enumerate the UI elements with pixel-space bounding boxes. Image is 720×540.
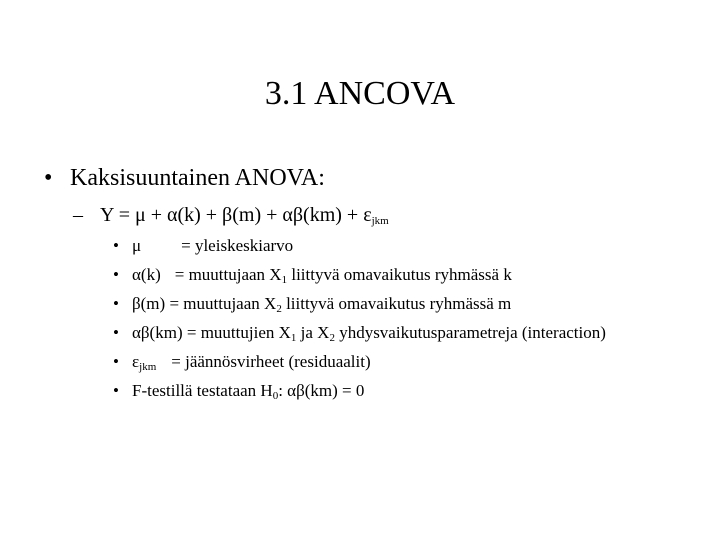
slide-title: 3.1 ANCOVA [264,75,456,112]
bullet-marker: • [113,236,119,255]
item-text: = jäännösvirheet (residuaalit) [171,352,371,371]
item-text: yhdysvaikutusparametreja (interaction) [334,323,606,342]
item-epsilon [113,351,371,378]
item-subscript: 2 [329,332,335,344]
bullet-text: Kaksisuuntainen ANOVA: [70,165,325,191]
item-text: = yleiskeskiarvo [181,236,294,255]
item-text: ja X [296,323,330,342]
item-subscript: 1 [281,274,288,286]
item-text: = muuttujaan X [174,265,282,284]
bullet-marker: • [113,294,119,313]
bullet-marker: • [113,323,119,342]
item-text: liittyvä omavaikutus ryhmässä k [287,265,512,284]
item-text: liittyvä omavaikutus ryhmässä m [281,294,512,313]
bullet-marker: • [113,381,119,400]
item-symbol-subscript: jkm [139,361,157,373]
bullet-marker: • [44,165,53,191]
dash-marker: – [73,204,83,226]
item-text: = muuttujien X [182,323,291,342]
item-alphabeta [113,322,606,349]
item-subscript: 2 [276,303,282,315]
item-mu [113,235,293,257]
item-text: = muuttujaan X [165,294,277,313]
item-symbol: ε [132,352,140,371]
item-beta [113,293,511,320]
item-symbol: αβ(km) [132,323,183,342]
item-symbol: α(k) [132,265,161,284]
formula-text: Y = μ + α(k) + β(m) + αβ(km) + ε [100,204,372,226]
item-alpha [113,264,512,291]
item-symbol: μ [132,236,142,255]
item-f-test [113,380,364,407]
item-text: : αβ(km) = 0 [278,381,365,400]
item-text: F-testillä testataan H [132,381,273,400]
item-symbol: β(m) [132,294,166,313]
item-subscript: 0 [272,390,279,402]
bullet-kaksisuuntainen-anova [44,163,325,193]
bullet-marker: • [113,265,119,284]
formula-subscript: jkm [371,215,389,227]
item-subscript: 1 [290,332,297,344]
model-formula [73,202,389,234]
bullet-marker: • [113,352,119,371]
